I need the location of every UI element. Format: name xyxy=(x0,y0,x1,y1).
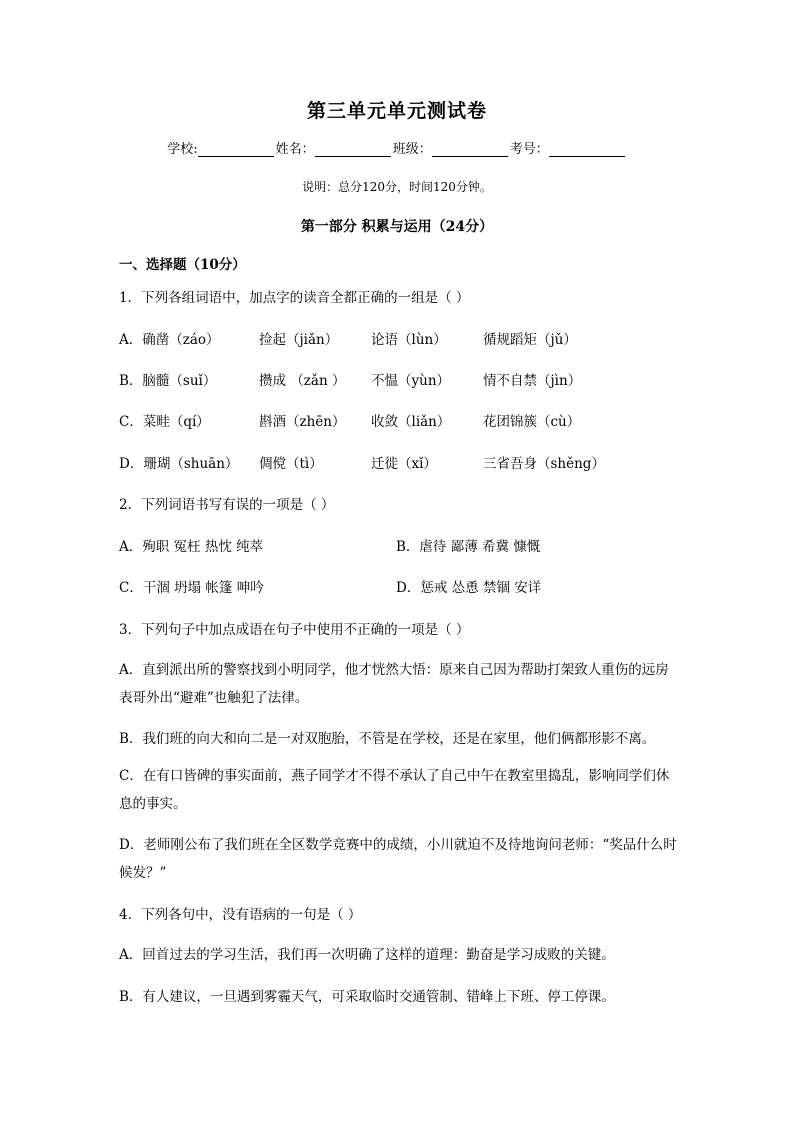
option-cell: 三省吾身（shěng） xyxy=(483,456,605,472)
class-blank[interactable] xyxy=(432,142,508,157)
question-1-stem: 1．下列各组词语中，加点字的读音全都正确的一组是（ ） xyxy=(119,290,470,306)
option-cell: 循规蹈矩（jǔ） xyxy=(483,332,577,348)
name-blank[interactable] xyxy=(315,142,391,157)
section-heading: 一、选择题（10分） xyxy=(119,257,246,273)
option-cell: D．珊瑚（shuān） xyxy=(119,456,239,472)
school-blank[interactable] xyxy=(198,142,274,157)
option-cell: D．惩戒 怂恿 禁锢 安详 xyxy=(396,580,542,596)
q3-option-b: B．我们班的向大和向二是一对双胞胎，不管是在学校，还是在家里，他们俩都形影不离。 xyxy=(119,731,656,747)
student-info-line xyxy=(0,138,794,157)
option-cell: 倜傥（tì） xyxy=(259,456,323,472)
option-cell: B．脑髓（suǐ） xyxy=(119,373,217,389)
number-label: 考号： xyxy=(509,142,549,157)
school-label: 学校: xyxy=(167,142,198,157)
question-2-stem: 2．下列词语书写有误的一项是（ ） xyxy=(119,497,335,513)
option-cell: 攒成 （zǎn ） xyxy=(259,373,346,389)
question-4-stem: 4．下列各句中，没有语病的一句是（ ） xyxy=(119,907,362,923)
option-cell: 迁徙（xǐ） xyxy=(371,456,437,472)
page-title: 第三单元单元测试卷 xyxy=(306,100,487,122)
option-cell: 不愠（yùn） xyxy=(371,373,451,389)
q4-option-b: B．有人建议，一旦遇到雾霾天气，可采取临时交通管制、错峰上下班、停工停课。 xyxy=(119,989,615,1005)
name-label: 姓名： xyxy=(275,142,315,157)
q3-option-d: D．老师刚公布了我们班在全区数学竞赛中的成绩，小川就迫不及待地询问老师：“奖品什么时候发？” xyxy=(119,837,677,881)
q3-option-c: C．在有口皆碑的事实面前，燕子同学才不得不承认了自己中午在教室里捣乱，影响同学们休息的事实。 xyxy=(119,768,670,812)
option-cell: A．殉职 冤枉 热忱 纯萃 xyxy=(119,539,264,555)
number-blank[interactable] xyxy=(549,142,625,157)
option-cell: C．菜畦（qí） xyxy=(119,414,210,430)
class-label: 班级： xyxy=(392,142,432,157)
option-cell: 收敛（liǎn） xyxy=(371,414,451,430)
q3-option-a: A．直到派出所的警察找到小明同学，他才恍然大悟：原来自己因为帮助打架致人重伤的远房表哥外出“避难”也触犯了法律。 xyxy=(119,662,669,706)
option-cell: A．确凿（záo） xyxy=(119,332,220,348)
part-heading: 第一部分 积累与运用（24分） xyxy=(300,219,494,235)
option-cell: 花团锦簇（cù） xyxy=(483,414,581,430)
option-cell: 情不自禁（jìn） xyxy=(483,373,582,389)
option-cell: 斟酒（zhēn） xyxy=(259,414,346,430)
question-3-stem: 3．下列句子中加点成语在句子中使用不正确的一项是（ ） xyxy=(119,622,470,638)
exam-note: 说明：总分120分，时间120分钟。 xyxy=(302,180,492,194)
option-cell: B．虐待 鄙薄 希冀 慷慨 xyxy=(396,539,541,555)
option-cell: 捡起（jiǎn） xyxy=(259,332,339,348)
q4-option-a: A．回首过去的学习生活，我们再一次明确了这样的道理：勤奋是学习成败的关键。 xyxy=(119,947,615,963)
option-cell: C．干涸 坍塌 帐篷 呻吟 xyxy=(119,580,264,596)
option-cell: 论语（lùn） xyxy=(371,332,447,348)
